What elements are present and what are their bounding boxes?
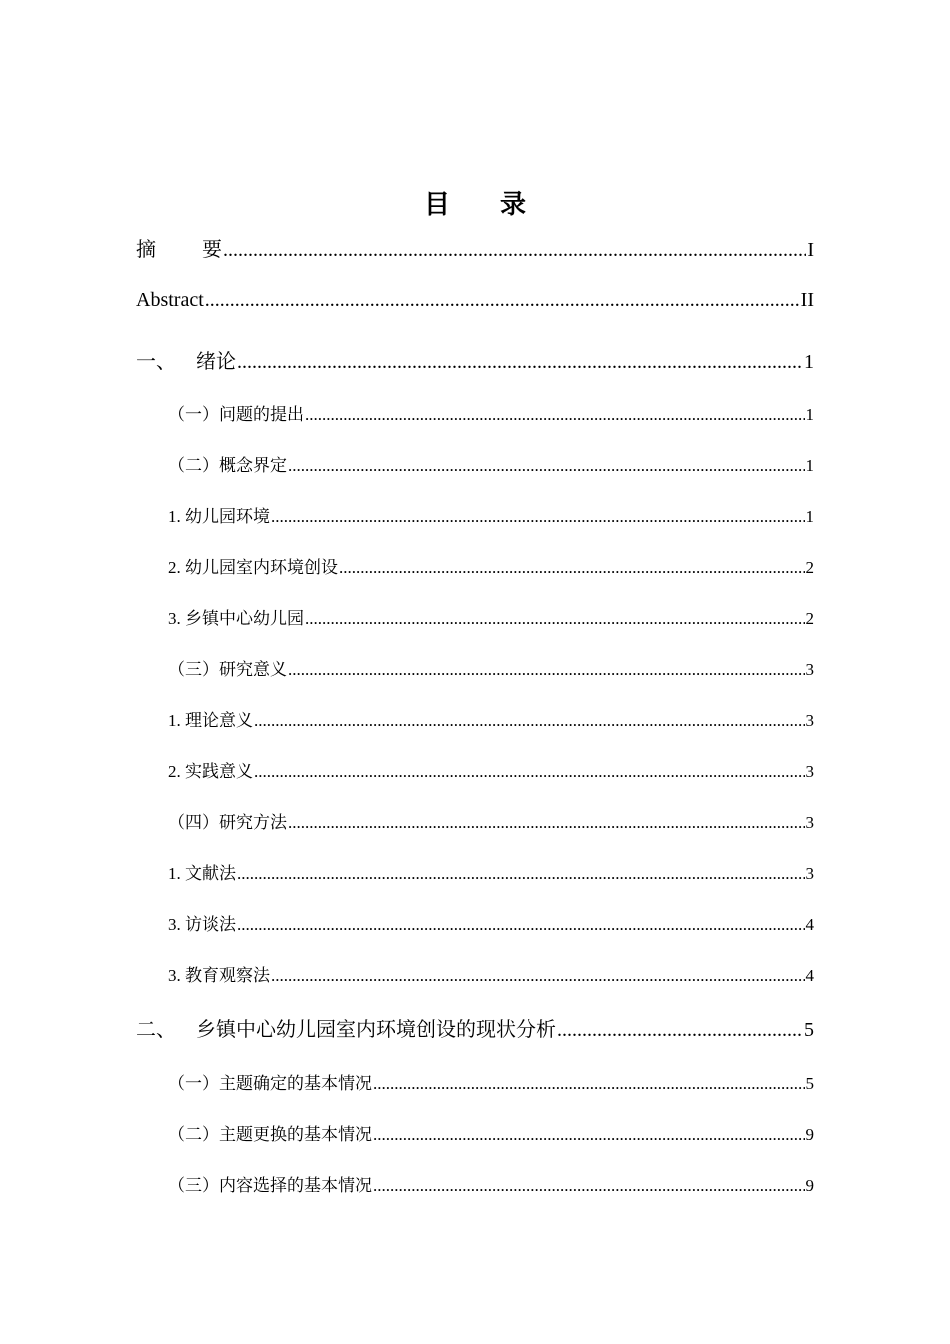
toc-entry-label: 2. 幼儿园室内环境创设 bbox=[168, 558, 338, 577]
dot-leader bbox=[373, 1125, 805, 1145]
toc-entry-page: 5 bbox=[804, 1019, 814, 1041]
toc-entry-page: 3 bbox=[805, 762, 814, 781]
toc-entry-label: （一）主题确定的基本情况 bbox=[168, 1074, 372, 1093]
toc-entry-label: 1. 幼儿园环境 bbox=[168, 507, 270, 526]
dot-leader bbox=[288, 813, 805, 833]
toc-entry-section[interactable] bbox=[168, 451, 814, 476]
toc-entry-page: 1 bbox=[804, 351, 814, 373]
toc-entry-page: 3 bbox=[805, 711, 814, 730]
toc-entry-section[interactable] bbox=[168, 808, 814, 833]
toc-entry-subsection[interactable] bbox=[168, 910, 814, 935]
toc-entry-subsection[interactable] bbox=[168, 502, 814, 527]
toc-entry-page: 9 bbox=[805, 1176, 814, 1195]
toc-entry-label: 摘 要 bbox=[136, 237, 222, 261]
toc-entry-page: 4 bbox=[805, 915, 814, 934]
dot-leader bbox=[288, 456, 805, 476]
toc-entry-chapter-1[interactable] bbox=[136, 345, 814, 374]
toc-title-char-1: 目 bbox=[423, 190, 450, 220]
dot-leader bbox=[288, 660, 805, 680]
dot-leader bbox=[254, 762, 805, 782]
toc-entry-page: 3 bbox=[805, 813, 814, 832]
toc-title-char-2: 录 bbox=[500, 190, 527, 220]
toc-entry-section[interactable] bbox=[168, 1069, 814, 1094]
dot-leader bbox=[305, 405, 805, 425]
toc-entry-subsection[interactable] bbox=[168, 757, 814, 782]
toc-entry-abstract-cn[interactable] bbox=[136, 233, 814, 262]
toc-entry-label: （二）概念界定 bbox=[168, 456, 287, 475]
toc-entry-section[interactable] bbox=[168, 655, 814, 680]
toc-entry-subsection[interactable] bbox=[168, 604, 814, 629]
toc-entry-chapter-2[interactable] bbox=[136, 1013, 814, 1042]
toc-entry-label: 一、 绪论 bbox=[136, 349, 236, 373]
dot-leader bbox=[305, 609, 805, 629]
toc-entry-page: 1 bbox=[805, 507, 814, 526]
toc-entry-label: Abstract bbox=[136, 289, 204, 311]
toc-entry-label: （二）主题更换的基本情况 bbox=[168, 1125, 372, 1144]
toc-entry-label: （一）问题的提出 bbox=[168, 405, 304, 424]
dot-leader bbox=[254, 711, 805, 731]
toc-entry-section[interactable] bbox=[168, 1171, 814, 1196]
toc-entry-section[interactable] bbox=[168, 1120, 814, 1145]
dot-leader bbox=[339, 558, 805, 578]
toc-entry-page: II bbox=[800, 289, 814, 311]
toc-entry-subsection[interactable] bbox=[168, 859, 814, 884]
toc-entry-subsection[interactable] bbox=[168, 553, 814, 578]
toc-entry-page: 5 bbox=[805, 1074, 814, 1093]
dot-leader bbox=[223, 239, 806, 262]
dot-leader bbox=[237, 351, 803, 374]
toc-entry-page: 2 bbox=[805, 609, 814, 628]
toc-entry-page: I bbox=[807, 239, 814, 261]
toc-entry-page: 1 bbox=[805, 456, 814, 475]
toc-entry-abstract-en[interactable] bbox=[136, 289, 814, 312]
toc-entry-page: 1 bbox=[805, 405, 814, 424]
toc-entry-subsection[interactable] bbox=[168, 706, 814, 731]
toc-entry-label: 二、 乡镇中心幼儿园室内环境创设的现状分析 bbox=[136, 1017, 556, 1041]
toc-entry-label: 3. 访谈法 bbox=[168, 915, 236, 934]
toc-entry-label: 1. 理论意义 bbox=[168, 711, 253, 730]
toc-entry-label: （三）内容选择的基本情况 bbox=[168, 1176, 372, 1195]
toc-entry-page: 3 bbox=[805, 864, 814, 883]
toc-entry-label: 1. 文献法 bbox=[168, 864, 236, 883]
toc-entry-label: 2. 实践意义 bbox=[168, 762, 253, 781]
toc-entry-label: （四）研究方法 bbox=[168, 813, 287, 832]
toc-entry-subsection[interactable] bbox=[168, 961, 814, 986]
dot-leader bbox=[271, 507, 805, 527]
dot-leader bbox=[557, 1019, 803, 1042]
dot-leader bbox=[373, 1074, 805, 1094]
toc-entry-section[interactable] bbox=[168, 400, 814, 425]
toc-entry-label: （三）研究意义 bbox=[168, 660, 287, 679]
dot-leader bbox=[271, 966, 805, 986]
dot-leader bbox=[373, 1176, 805, 1196]
toc-entry-page: 2 bbox=[805, 558, 814, 577]
dot-leader bbox=[237, 915, 805, 935]
toc-entry-page: 4 bbox=[805, 966, 814, 985]
toc-entry-page: 3 bbox=[805, 660, 814, 679]
toc-entry-page: 9 bbox=[805, 1125, 814, 1144]
toc-entry-label: 3. 教育观察法 bbox=[168, 966, 270, 985]
toc-entry-label: 3. 乡镇中心幼儿园 bbox=[168, 609, 304, 628]
dot-leader bbox=[237, 864, 805, 884]
dot-leader bbox=[205, 289, 800, 312]
